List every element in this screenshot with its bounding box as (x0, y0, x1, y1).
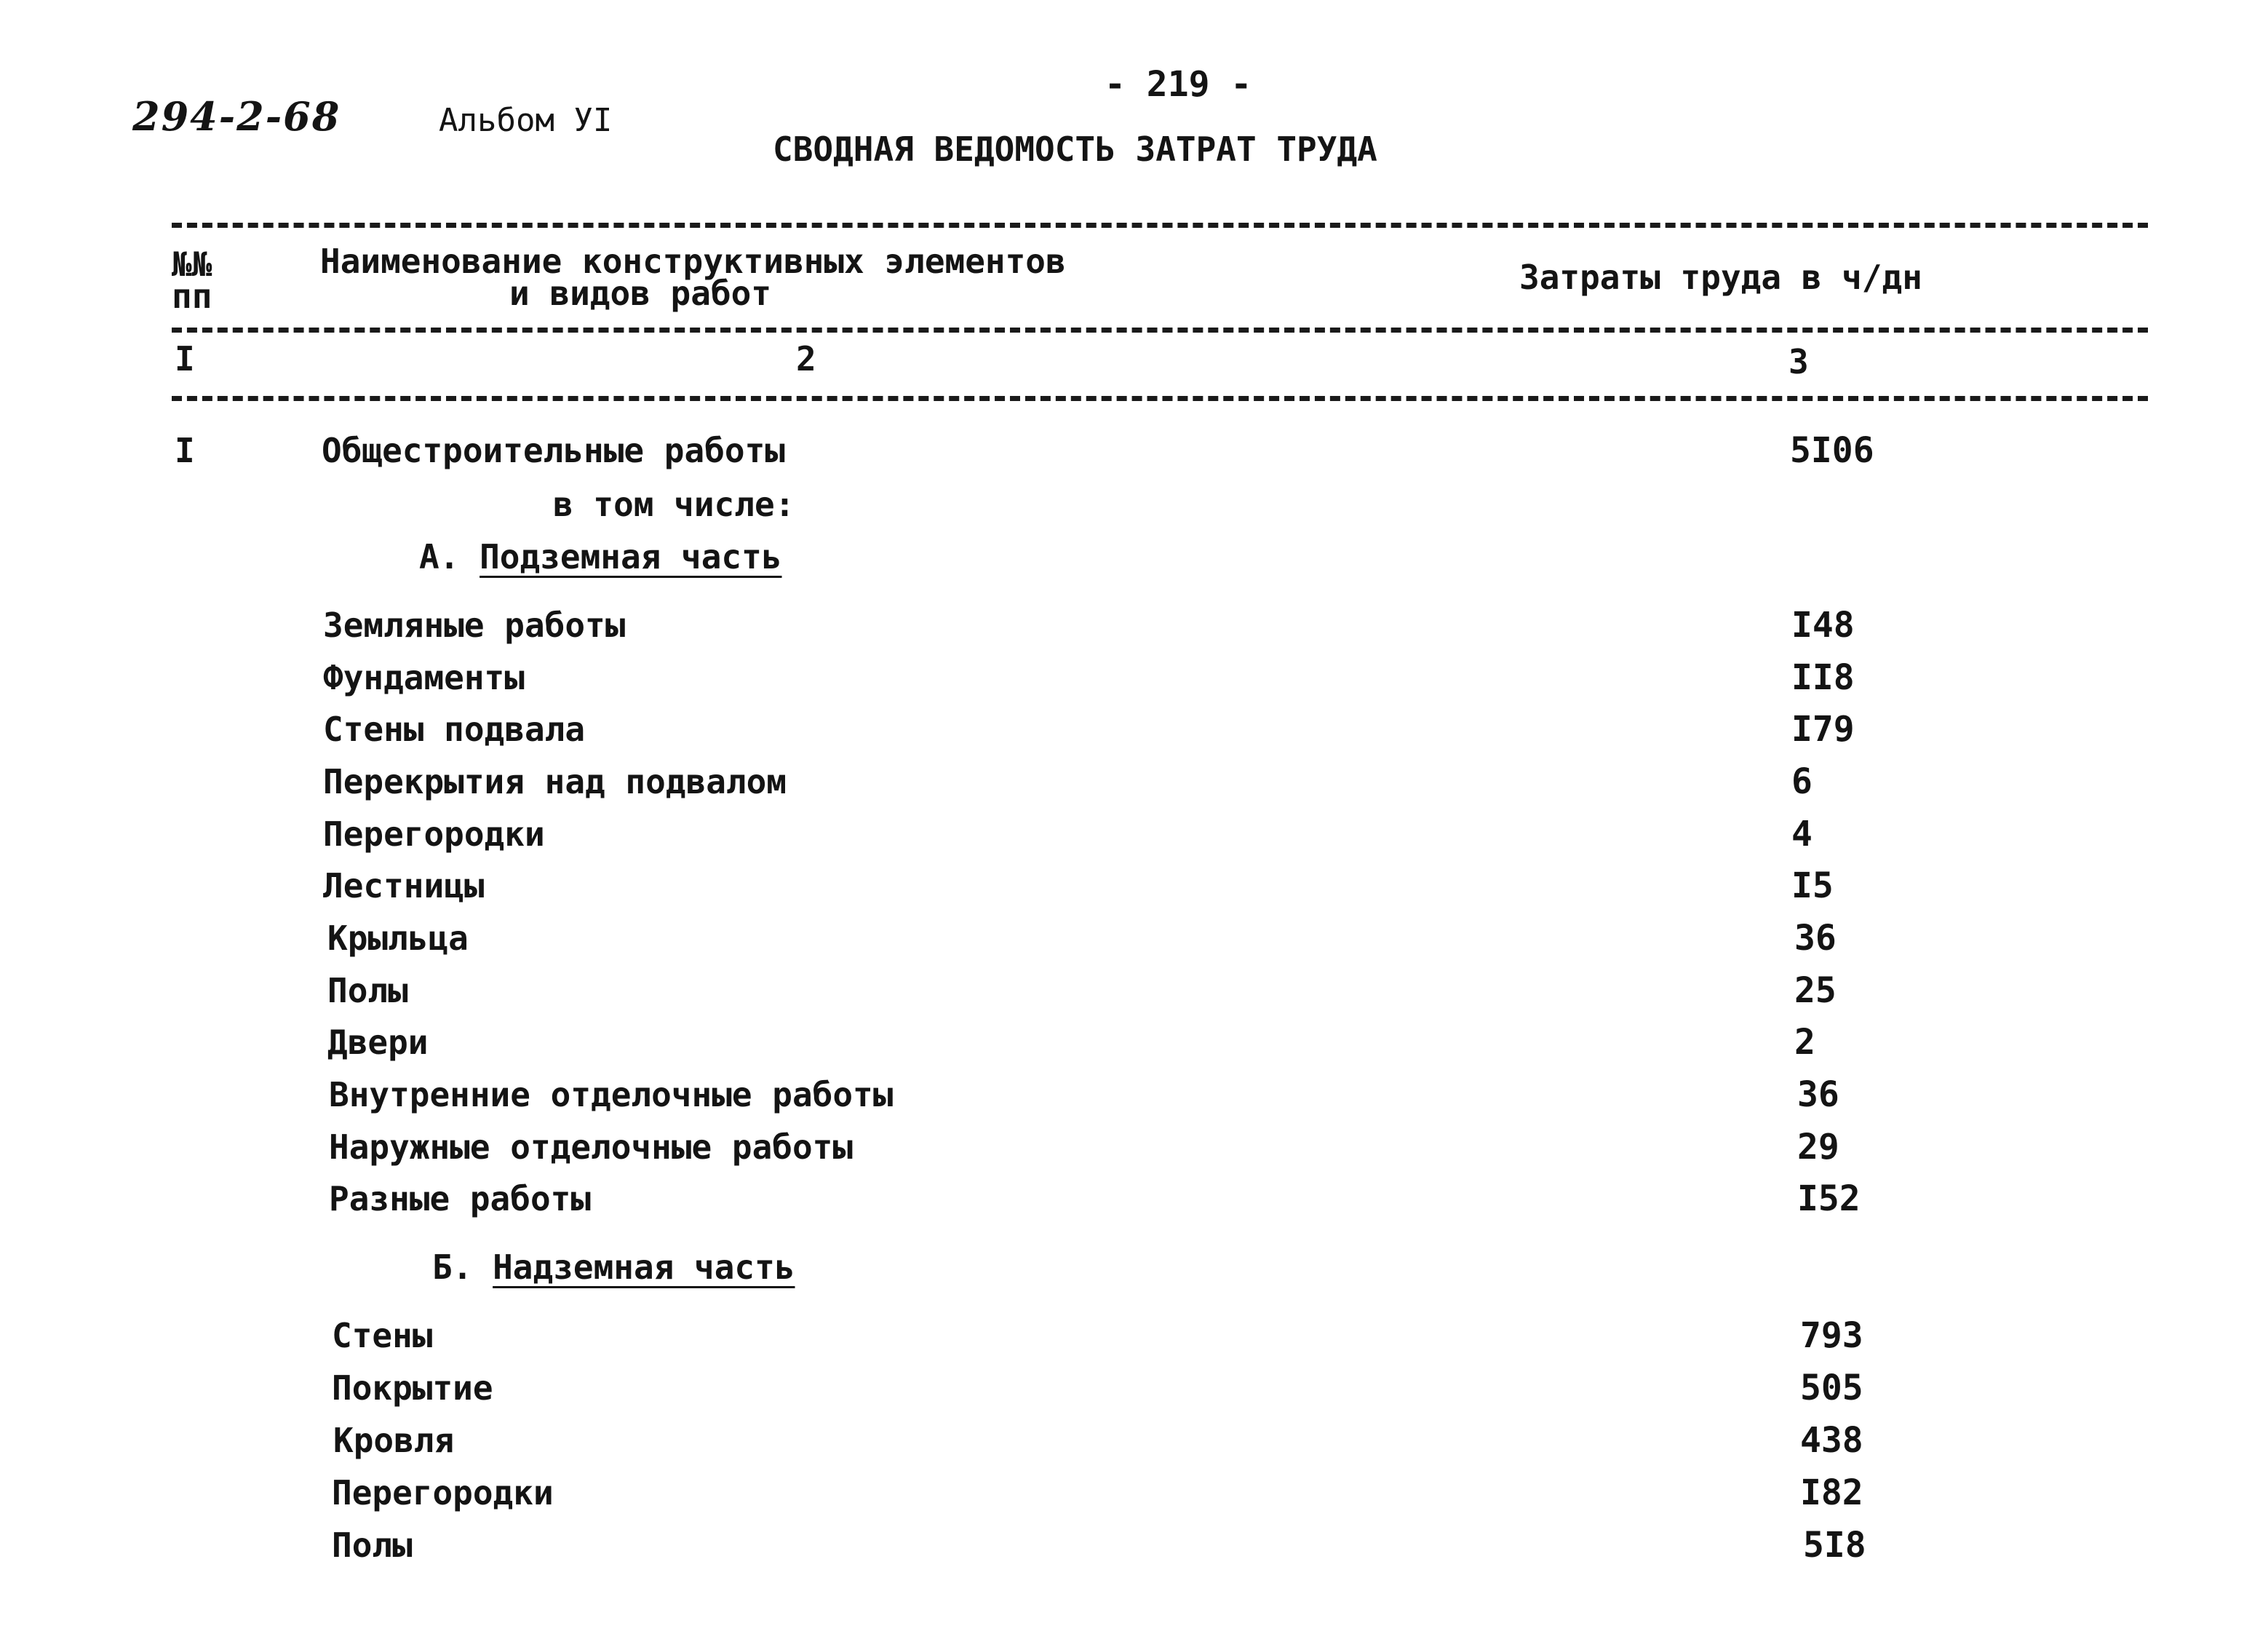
album-label: Альбом УI (439, 102, 613, 139)
row-value: II8 (1791, 657, 1855, 698)
row-value: 6 (1791, 761, 1813, 802)
row-name: Покрытие (332, 1368, 493, 1408)
row-name: Перегородки (323, 814, 545, 854)
header-separator-rule (172, 328, 2148, 333)
row-name: Разные работы (329, 1179, 592, 1218)
row-name: Двери (327, 1023, 429, 1062)
row-name: Перекрытия над подвалом (323, 762, 787, 801)
col-num-header-line2: пп (172, 277, 212, 316)
row-name: Крыльца (327, 919, 469, 958)
row-value: 2 (1794, 1022, 1815, 1063)
row-value: I79 (1791, 709, 1855, 750)
row-name: Наружные отделочные работы (329, 1127, 854, 1167)
row-name: Стены (332, 1316, 433, 1355)
group-b-prefix: Б. (432, 1248, 473, 1287)
col-name-header-line2: и видов работ (509, 274, 772, 313)
page-number: - 219 - (1105, 64, 1252, 105)
row-value: I82 (1800, 1472, 1863, 1513)
group-a-heading (419, 537, 782, 576)
row-value: 438 (1800, 1420, 1863, 1461)
col-number-2: 2 (796, 339, 816, 378)
col-number-3: 3 (1788, 342, 1809, 381)
document-code: 294-2-68 (132, 93, 341, 140)
group-b-title: Надземная часть (493, 1248, 795, 1287)
numbers-separator-rule (172, 396, 2148, 401)
row-value: 29 (1797, 1127, 1839, 1167)
section-total: 5I06 (1790, 430, 1874, 471)
col-labor-header: Затраты труда в ч/дн (1519, 258, 1922, 297)
row-value: 36 (1797, 1074, 1839, 1115)
row-name: Земляные работы (323, 606, 626, 645)
group-a-title: Подземная часть (480, 537, 782, 576)
col-num-header-line1: №№ (172, 245, 212, 284)
row-name: Полы (327, 971, 408, 1010)
col-name-header-line1: Наименование конструктивных элементов (320, 242, 1066, 281)
row-name: Полы (332, 1526, 413, 1565)
row-value: 5I8 (1803, 1525, 1866, 1566)
including-label: в том числе: (553, 485, 795, 524)
row-value: 25 (1794, 970, 1837, 1011)
row-value: 505 (1800, 1368, 1863, 1408)
row-value: 4 (1791, 814, 1813, 854)
row-value: I5 (1791, 865, 1834, 906)
row-value: 793 (1800, 1315, 1863, 1356)
group-b-heading (432, 1248, 795, 1287)
row-name: Стены подвала (323, 710, 586, 749)
row-name: Перегородки (332, 1473, 554, 1512)
col-number-1: I (175, 339, 195, 378)
row-name: Фундаменты (323, 658, 525, 697)
row-name: Лестницы (323, 866, 485, 905)
section-number: I (175, 431, 195, 470)
page-title: СВОДНАЯ ВЕДОМОСТЬ ЗАТРАТ ТРУДА (773, 130, 1377, 169)
row-name: Кровля (333, 1421, 455, 1460)
row-name: Внутренние отделочные работы (329, 1075, 894, 1114)
row-value: I48 (1791, 605, 1855, 646)
row-value: 36 (1794, 918, 1837, 959)
table-top-rule (172, 223, 2148, 228)
row-value: I52 (1797, 1178, 1861, 1219)
section-name: Общестроительные работы (322, 431, 785, 470)
group-a-prefix: А. (419, 537, 460, 576)
